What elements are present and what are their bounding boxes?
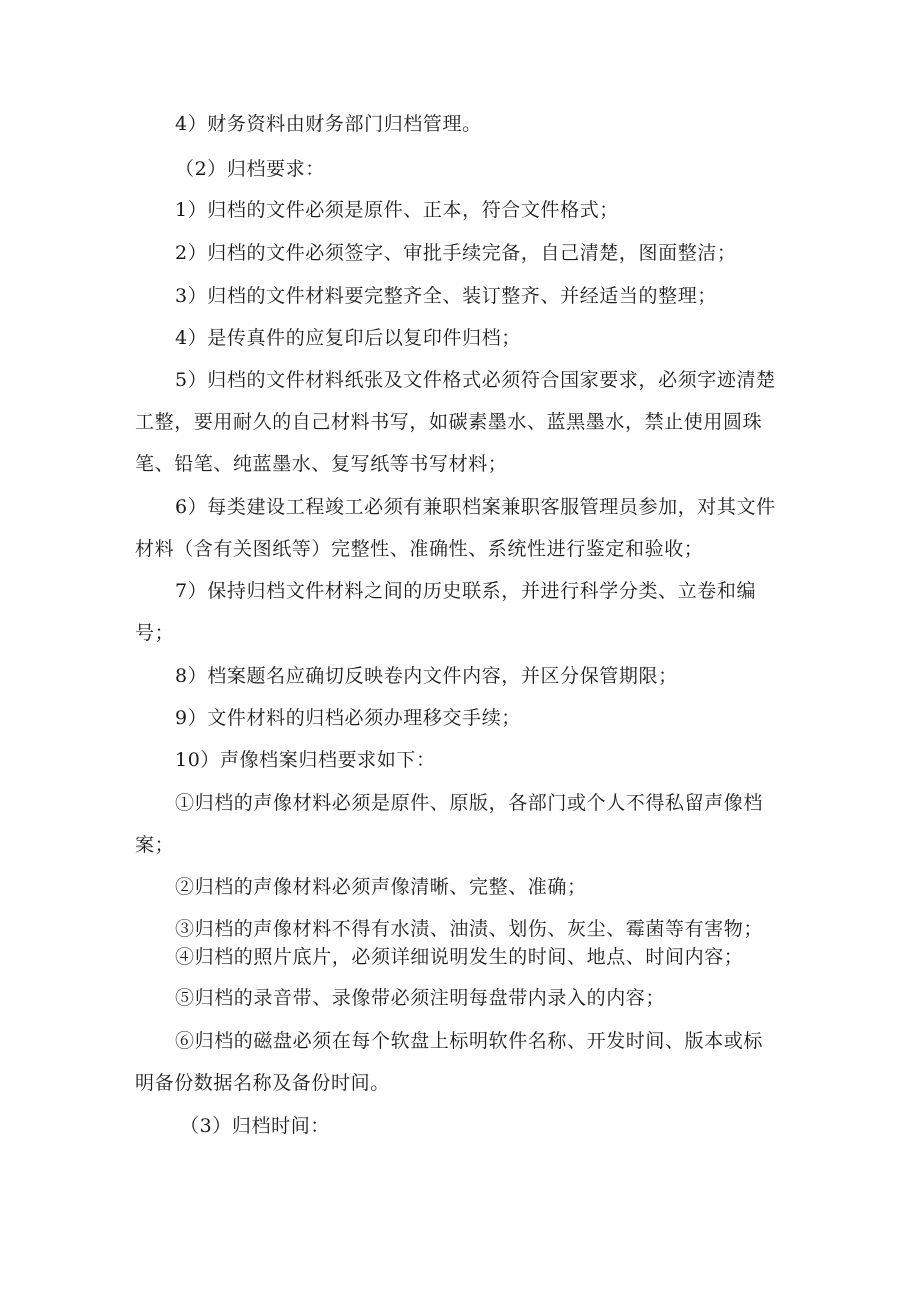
text-line: 2）归档的文件必须签字、审批手续完备，自己清楚，图面整洁； <box>175 242 737 264</box>
section-heading: （3）归档时间： <box>180 1115 330 1137</box>
text-line: 4）是传真件的应复印后以复印件归档； <box>175 327 521 349</box>
text-line: ④归档的照片底片，必须详细说明发生的时间、地点、时间内容； <box>175 946 744 968</box>
text-line: 7）保持归档文件材料之间的历史联系，并进行科学分类、立卷和编 <box>175 580 757 602</box>
text-line: 明备份数据名称及备份时间。 <box>135 1072 390 1094</box>
text-line: 9）文件材料的归档必须办理移交手续； <box>175 707 521 729</box>
section-heading: （2）归档要求： <box>175 158 325 180</box>
text-line: ⑤归档的录音带、录像带必须注明每盘带内录入的内容； <box>175 987 666 1009</box>
text-line: ⑥归档的磁盘必须在每个软盘上标明软件名称、开发时间、版本或标 <box>175 1030 764 1052</box>
text-line: 8）档案题名应确切反映卷内文件内容，并区分保管期限； <box>175 665 678 687</box>
text-line: 10）声像档案归档要求如下： <box>175 749 436 771</box>
text-line: 材料（含有关图纸等）完整性、准确性、系统性进行鉴定和验收； <box>135 538 704 560</box>
text-line: 6）每类建设工程竣工必须有兼职档案兼职客服管理员参加，对其文件 <box>175 496 776 518</box>
text-line: 案； <box>135 834 175 856</box>
text-line: 4）财务资料由财务部门归档管理。 <box>175 113 482 135</box>
text-line: 工整，要用耐久的自己材料书写，如碳素墨水、蓝黑墨水，禁止使用圆珠 <box>135 411 763 433</box>
text-line: ②归档的声像材料必须声像清晰、完整、准确； <box>175 876 587 898</box>
text-line: 1）归档的文件必须是原件、正本，符合文件格式； <box>175 199 619 221</box>
text-line: 号； <box>135 622 175 644</box>
text-line: 5）归档的文件材料纸张及文件格式必须符合国家要求，必须字迹清楚 <box>175 369 776 391</box>
text-line: 笔、铅笔、纯蓝墨水、复写纸等书写材料； <box>135 453 508 475</box>
text-line: ①归档的声像材料必须是原件、原版，各部门或个人不得私留声像档 <box>175 792 764 814</box>
text-line: ③归档的声像材料不得有水渍、油渍、划伤、灰尘、霉菌等有害物； <box>175 918 764 940</box>
text-line: 3）归档的文件材料要完整齐全、装订整齐、并经适当的整理； <box>175 285 717 307</box>
